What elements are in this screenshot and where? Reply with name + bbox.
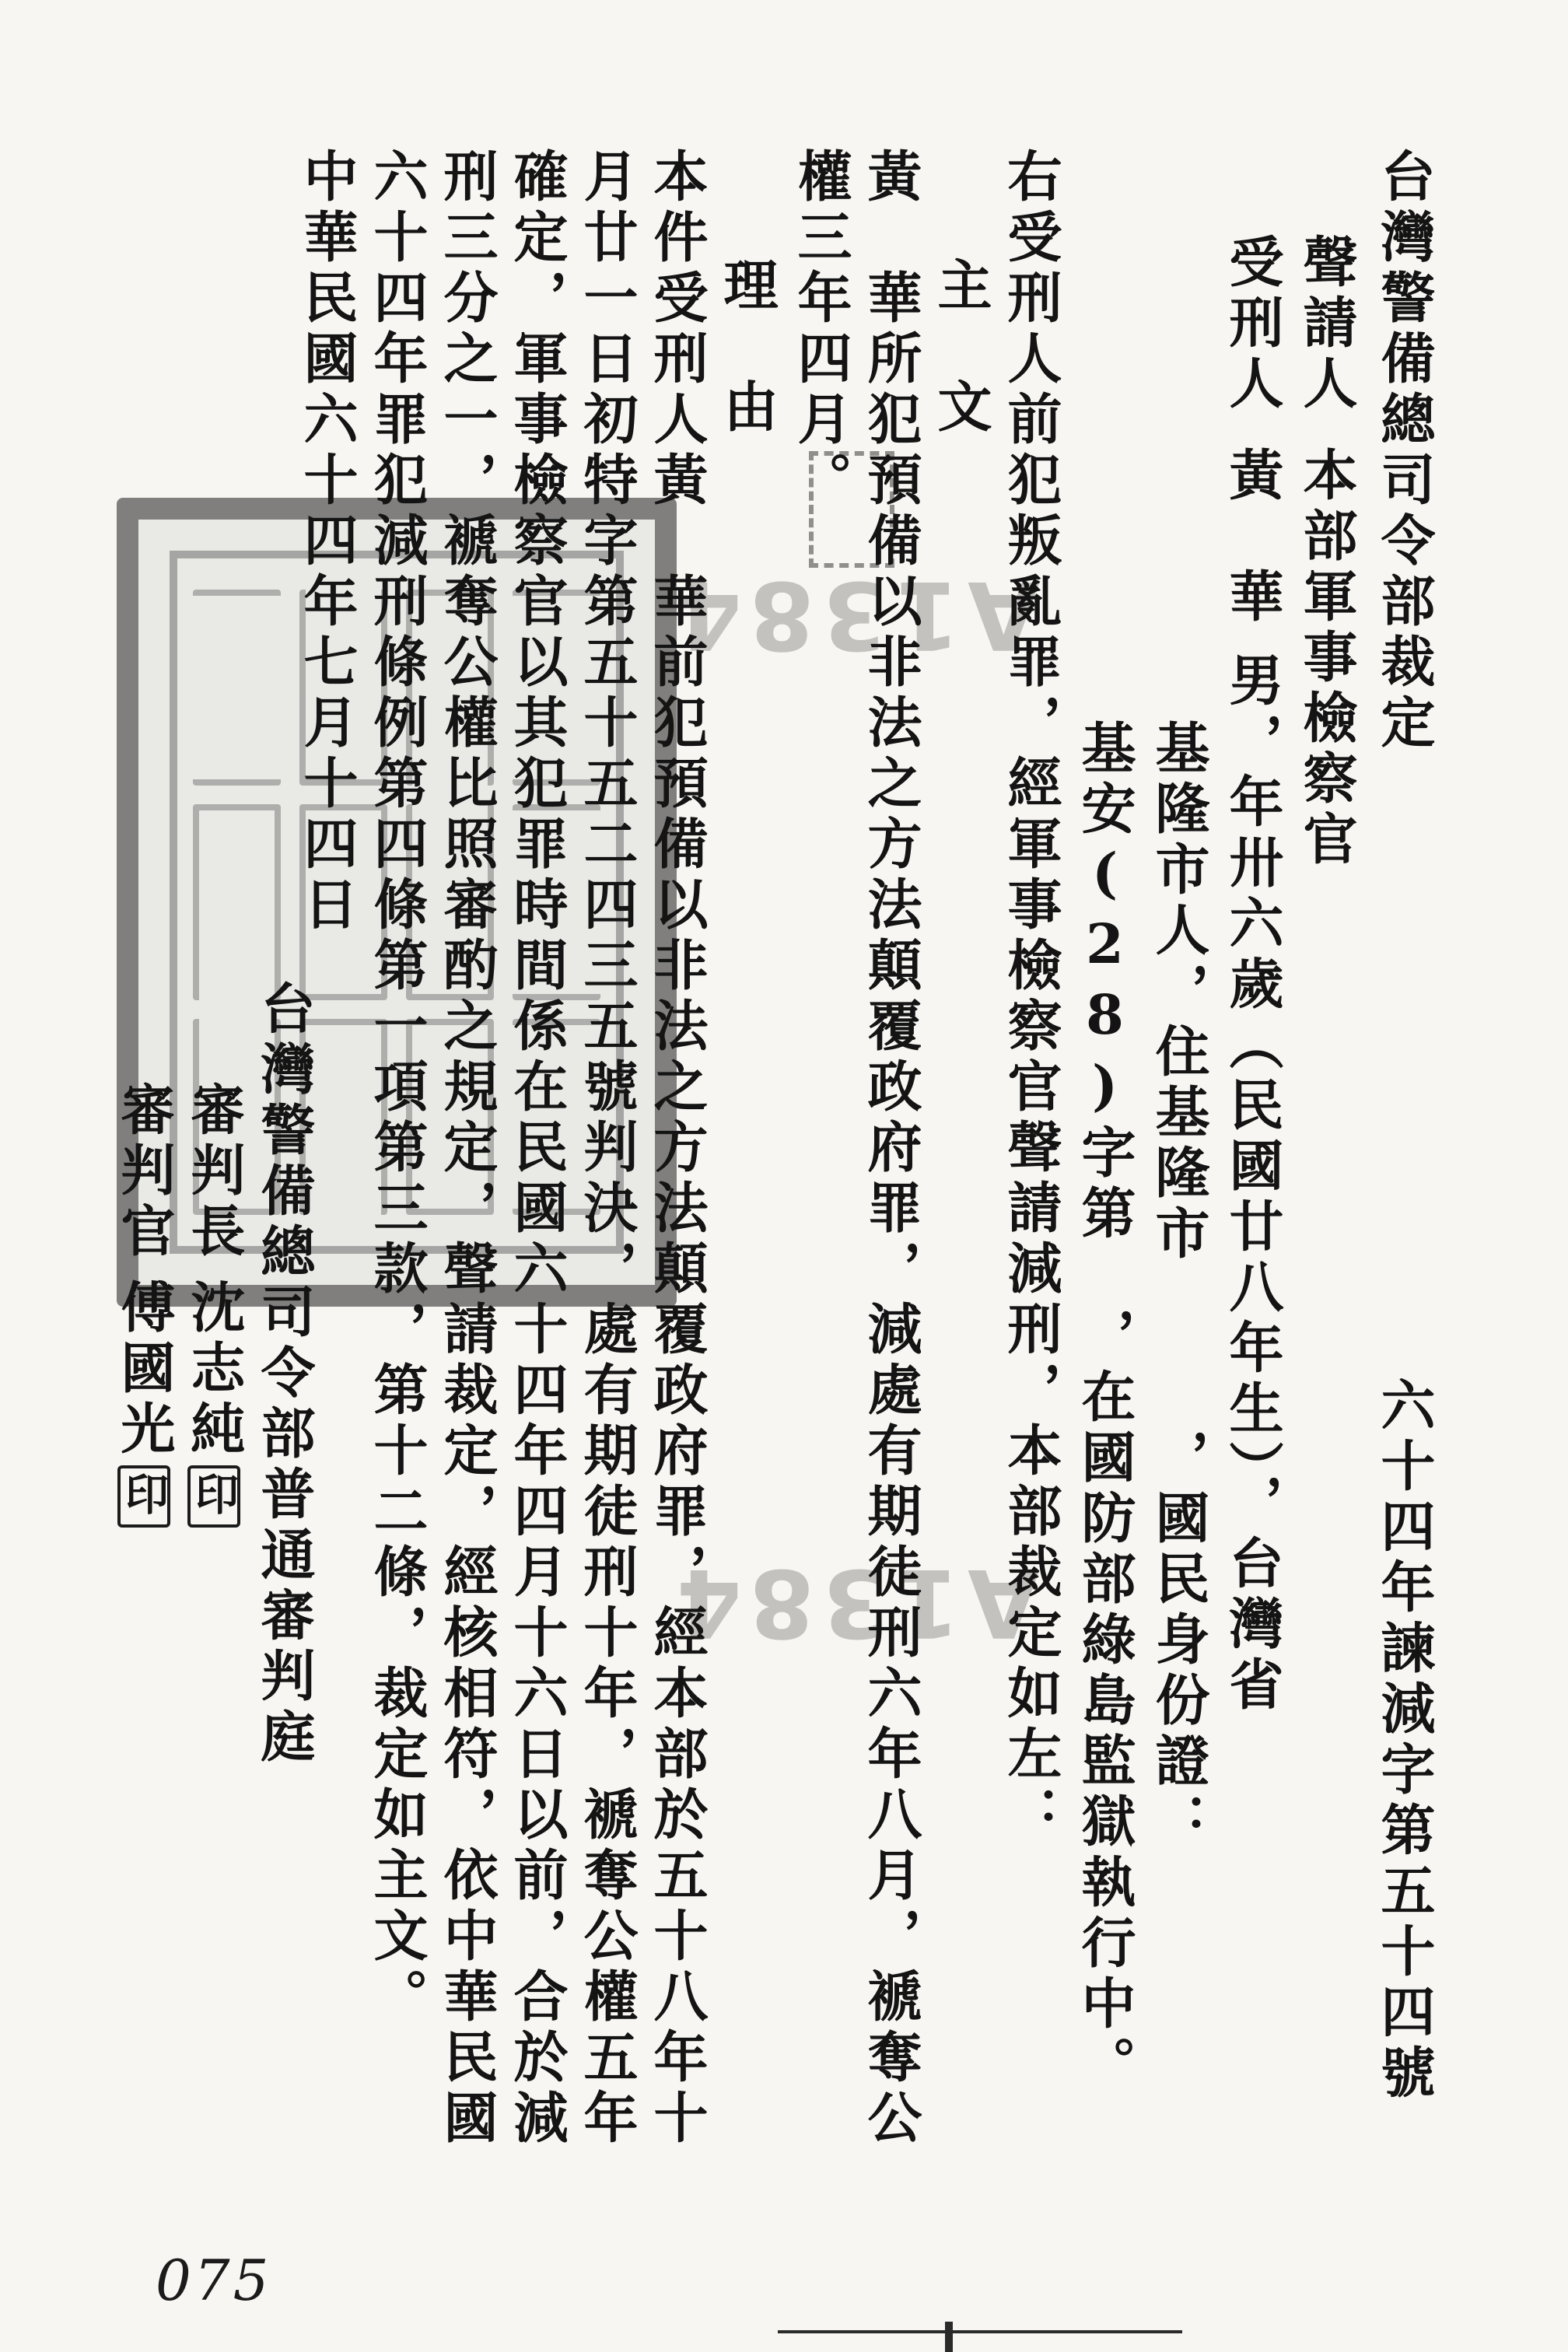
presiding-judge-seal: 印 <box>187 1465 240 1528</box>
applicant-value: 本部軍事檢察官 <box>1294 446 1359 871</box>
page-number: 075 <box>156 2248 272 2313</box>
case-number: 六十四年諫減字第五十四號 <box>1372 1377 1437 2105</box>
defendant-info-1: 男，年卅六歲（民國廿八年生），台灣省 <box>1220 652 1285 1717</box>
main-text-line-1: 黃 華所犯預備以非法之方法顛覆政府罪，減處有期徒刑六年八月，褫奪公 <box>859 148 923 2150</box>
main-text-line-2: 權三年四月。 <box>789 148 853 512</box>
judgment-date: 中華民國六十四年七月十四日 <box>295 148 359 936</box>
judge-row <box>112 1081 177 1528</box>
defendant-info-3: ，國民身份證： <box>1146 1429 1211 1853</box>
reason-label: 理 由 <box>715 257 779 439</box>
court-name: 台灣警備總司令部普通審判庭 <box>252 980 317 1769</box>
presiding-judge-name: 沈志純 <box>182 1279 247 1461</box>
seal-glyph <box>193 804 281 1000</box>
defendant-label: 受刑人 <box>1220 233 1285 415</box>
defendant-info-row-2 <box>1146 719 1211 1853</box>
presiding-judge-label: 審判長 <box>182 1081 247 1263</box>
reason-line-1: 本件受刑人黃 華前犯預備以非法之方法顛覆政府罪，經本部於五十八年十 <box>645 148 709 2150</box>
judge-seal: 印 <box>117 1465 170 1528</box>
judge-name: 傅國光 <box>112 1279 177 1461</box>
reason-line-4: 刑三分之一，褫奪公權比照審酌之規定，聲請裁定，經核相符，依中華民國 <box>435 148 499 2150</box>
archive-mark-upper: A1384 <box>669 560 1040 668</box>
reason-line-2: 月廿一日初特字第五十五二四三五號判決，處有期徒刑十年，褫奪公權五年 <box>575 148 639 2150</box>
defendant-info-5: ，在國防部綠島監獄執行中。 <box>1073 1307 1137 2096</box>
defendant-name: 黃 華 <box>1220 446 1285 628</box>
presiding-judge-row <box>182 1081 247 1528</box>
seal-glyph <box>193 590 281 786</box>
document-title: 台灣警備總司令部裁定 <box>1372 148 1437 754</box>
scan-edge-tick <box>945 2322 953 2352</box>
applicant-label: 聲請人 <box>1294 233 1359 415</box>
defendant-info-row-3 <box>1073 719 1137 2096</box>
main-text-label: 主 文 <box>929 257 993 439</box>
defendant-info-2: 基隆市人，住基隆市 <box>1146 719 1211 1265</box>
preamble: 右受刑人前犯叛亂罪，經軍事檢察官聲請減刑，本部裁定如左： <box>999 148 1063 1846</box>
applicant-row <box>1294 233 1359 871</box>
defendant-info-4: 基安(28)字第 <box>1073 719 1137 1245</box>
reason-line-3: 確定，軍事檢察官以其犯罪時間係在民國六十四年四月十六日以前，合於減 <box>505 148 569 2150</box>
reason-line-5: 六十四年罪犯減刑條例第四條第一項第三款，第十二條，裁定如主文。 <box>365 148 429 2028</box>
scan-edge-line <box>778 2330 1182 2333</box>
judge-label: 審判官 <box>112 1081 177 1263</box>
archive-mark-lower: A1384 <box>669 1548 1040 1656</box>
defendant-row <box>1220 233 1285 1717</box>
